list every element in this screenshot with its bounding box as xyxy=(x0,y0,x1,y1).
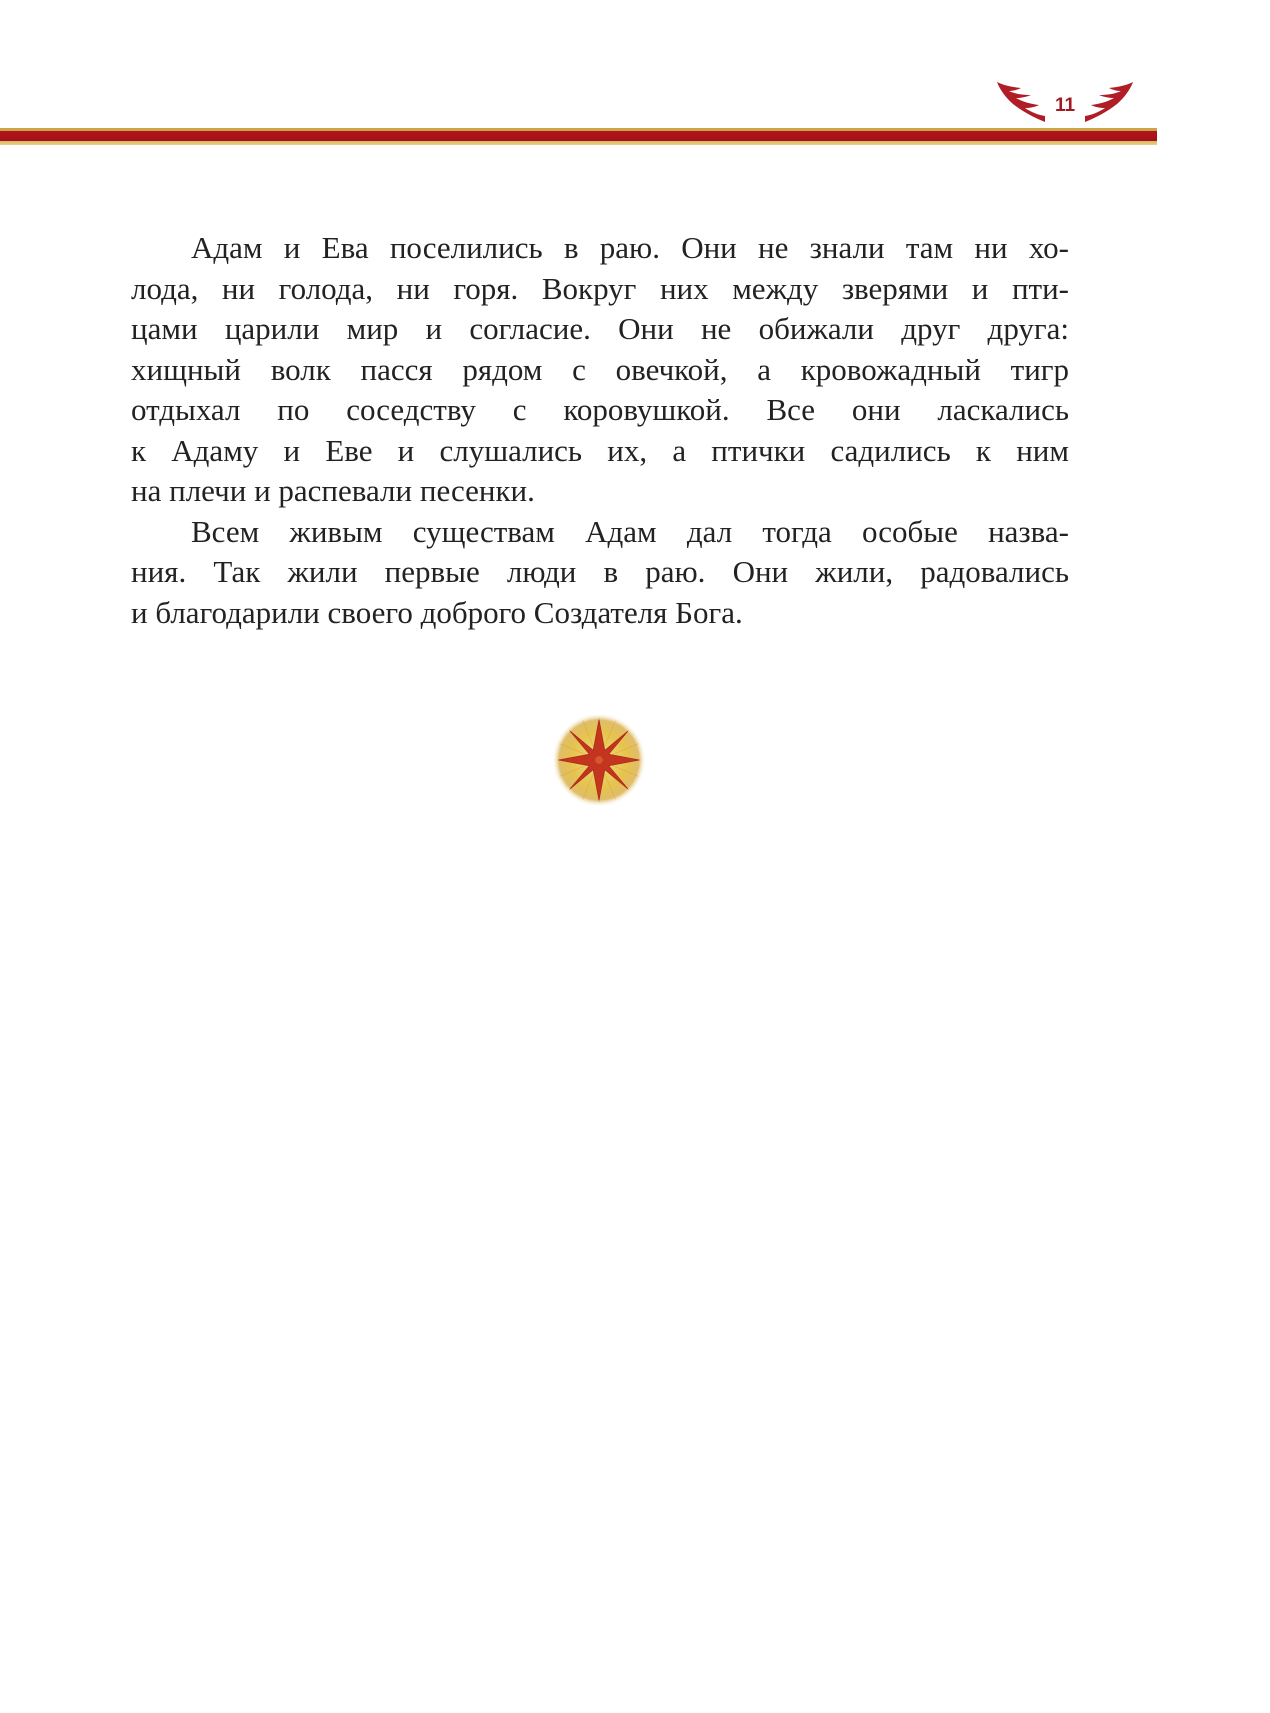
paragraph-1 xyxy=(131,228,1069,512)
text-line: ния. Так жили первые люди в раю. Они жили, радовались xyxy=(131,554,1069,589)
header-band-gold-bottom xyxy=(0,141,1157,145)
page-number-badge xyxy=(995,78,1135,126)
text-line: на плечи и распевали песенки. xyxy=(131,473,535,508)
star-ornament-icon xyxy=(551,712,647,808)
text-line: к Адаму и Еве и слушались их, а птички садились к ним xyxy=(131,432,1069,468)
right-wing-icon xyxy=(1083,78,1135,126)
text-line: хищный волк пасся рядом с овечкой, а кровожадный тигр xyxy=(131,351,1069,387)
header-band-red xyxy=(0,131,1157,141)
text-line: Адам и Ева поселились в раю. Они не знали там ни хо- xyxy=(191,230,1069,265)
text-line: Всем живым существам Адам дал тогда особые назва- xyxy=(191,513,1069,549)
text-line: цами царили мир и согласие. Они не обижали друг друга: xyxy=(131,311,1069,346)
header-band xyxy=(0,128,1157,146)
story-text xyxy=(131,228,1069,633)
page-number: 11 xyxy=(1054,95,1076,116)
text-line: и благодарили своего доброго Создателя Бога. xyxy=(131,594,743,630)
text-line: лода, ни голода, ни горя. Вокруг них между зверями и пти- xyxy=(131,270,1069,306)
paragraph-2 xyxy=(131,512,1069,634)
text-line: отдыхал по соседству с коровушкой. Все они ласкались xyxy=(131,392,1069,427)
